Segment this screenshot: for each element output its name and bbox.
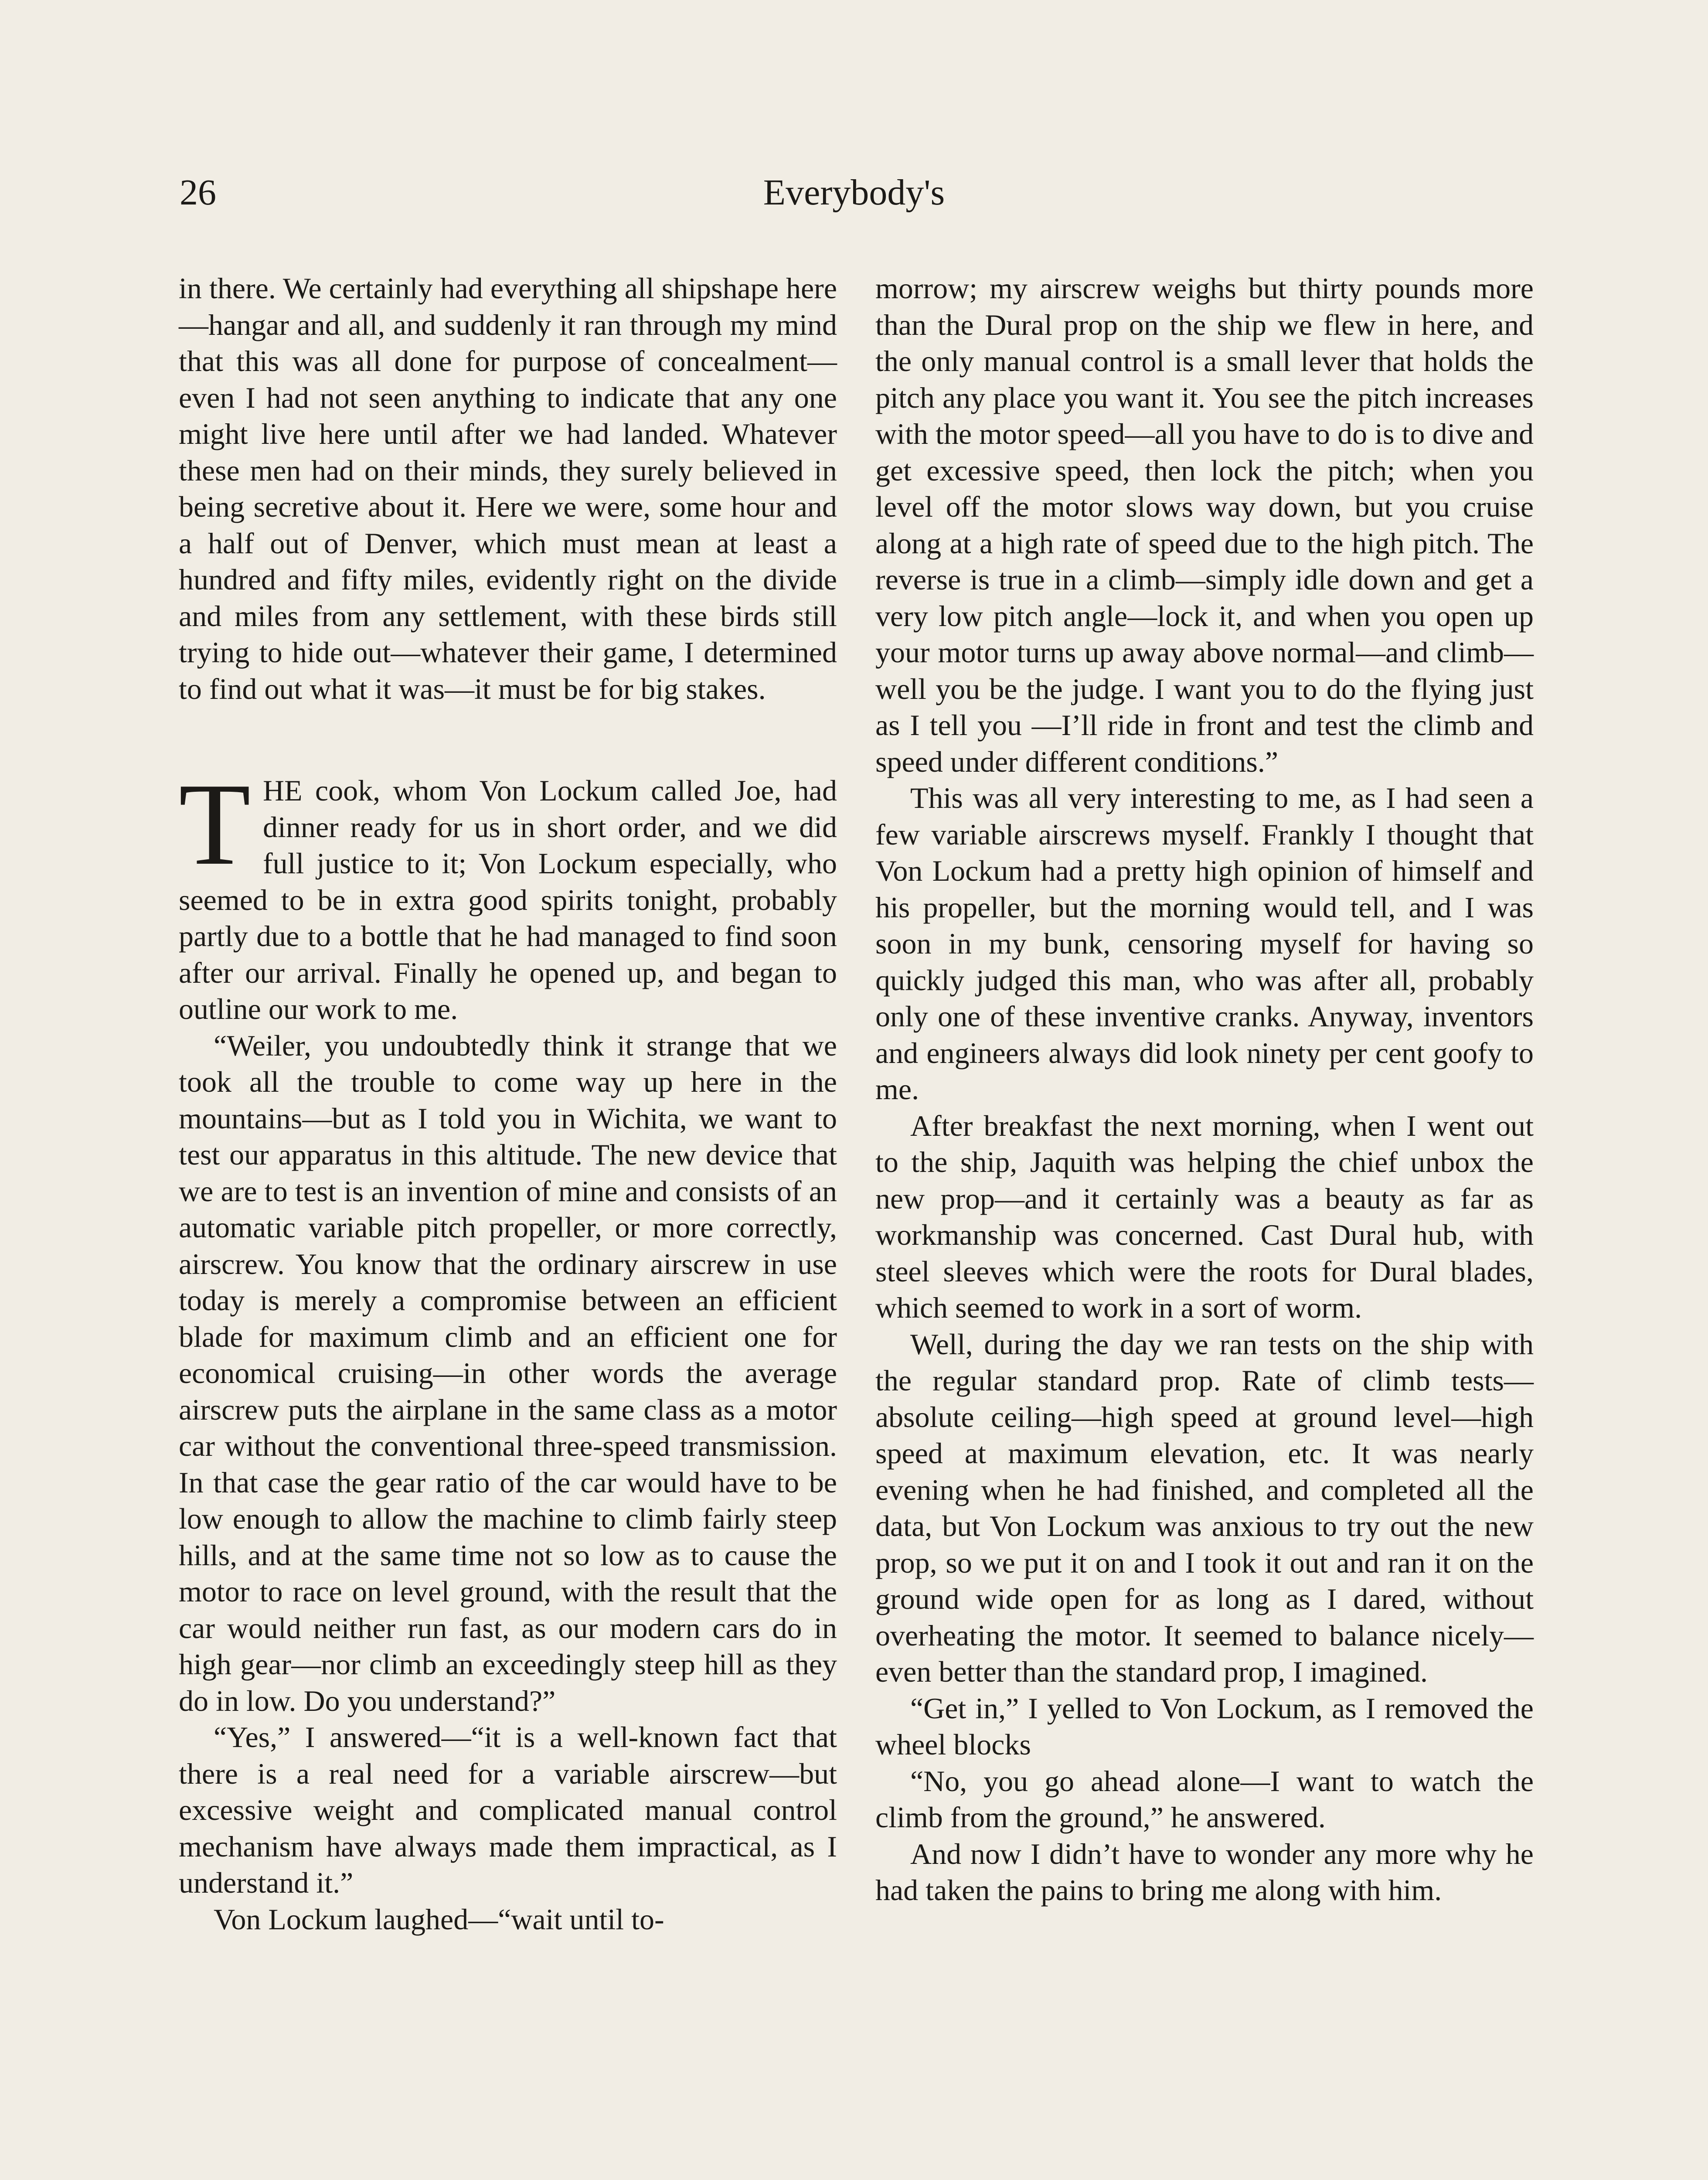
paragraph: This was all very interesting to me, as I had seen a few variable airscrews myself. Frankly I thought that Von Lockum had a pretty high opinion of himself and his propeller, but the morning would tell, and I was soon in my bunk, censoring myself for having so quickly judged this man, who was after all, probably only one of these inventive cranks. Anyway, inventors and engineers always did look ninety per cent goofy to me. — [875, 781, 1534, 1106]
paragraph: “Weiler, you undoubtedly think it strange that we took all the trouble to come way up here in the mountains—but as I told you in Wichita, we want to test our apparatus in this altitude. The new device that we are to test is an invention of mine and consists of an automatic variable pitch propeller, or more correctly, airscrew. You know that the ordinary airscrew in use today is merely a compromise between an efficient blade for maximum climb and an efficient one for economical cruising—in other words the average airscrew puts the airplane in the same class as a motor car without the conventional three-speed transmission. In that case the gear ratio of the car would have to be low enough to allow the machine to climb fairly steep hills, and at the same time not so low as to cause the motor to race on level ground, with the result that the car would neither run fast, as our modern cars do in high gear—nor climb an exceedingly steep hill as they do in low. Do you understand?” — [179, 1029, 837, 1717]
paragraph: “Yes,” I answered—“it is a well-known fact that there is a real need for a variable airscrew—but excessive weight and complicated manual control mechanism have always made them impractical, as I understand it.” — [179, 1720, 837, 1899]
paragraph: And now I didn’t have to wonder any more why he had taken the pains to bring me along with him. — [875, 1837, 1534, 1907]
paragraph: Von Lockum laughed—“wait until to- — [214, 1902, 664, 1936]
paragraph: in there. We certainly had everything all shipshape here—hangar and all, and suddenly it ran through my mind that this was all done for purpose of concealment—even I had not seen anything to indicate that any one might live here until after we had landed. Whatever these men had on their minds, they surely believed in being secretive about it. Here we were, some hour and a half out of Denver, which must mean at least a hundred and fifty miles, evidently right on the divide and miles from any settlement, with these birds still trying to hide out—whatever their game, I determined to find out what it was—it must be for big stakes. — [179, 272, 837, 705]
paragraph-text: HE cook, whom Von Lockum called Joe, had dinner ready for us in short order, and we did full justice to it; Von Lockum especially, who seemed to be in extra good spirits tonight, probably partly due to a bottle that he had managed to find soon after our arrival. Finally he opened up, and began to outline our work to me. — [179, 774, 837, 1025]
paragraph-dropcap — [179, 759, 837, 1028]
left-column — [179, 270, 837, 1938]
magazine-title: Everybody's — [763, 172, 945, 213]
page-number: 26 — [180, 172, 216, 213]
right-column — [875, 270, 1534, 1909]
paragraph: morrow; my airscrew weighs but thirty pounds more than the Dural prop on the ship we flew in here, and the only manual control is a small lever that holds the pitch any place you want it. You see the pitch increases with the motor speed—all you have to do is to dive and get excessive speed, then lock the pitch; when you level off the motor slows way down, but you cruise along at a high rate of speed due to the high pitch. The reverse is true in a climb—simply idle down and get a very low pitch angle—lock it, and when you open up your motor turns up away above normal—and climb—well you be the judge. I want you to do the flying just as I tell you —I’ll ride in front and test the climb and speed under different conditions.” — [875, 272, 1534, 778]
paragraph: Well, during the day we ran tests on the ship with the regular standard prop. Rate of climb tests—absolute ceiling—high speed at ground level—high speed at maximum elevation, etc. It was nearly evening when he had finished, and completed all the data, but Von Lockum was anxious to try out the new prop, so we put it on and I took it out and ran it on the ground wide open for as long as I dared, without overheating the motor. It seemed to balance nicely—even better than the standard prop, I imagined. — [875, 1327, 1534, 1688]
paragraph: “No, you go ahead alone—I want to watch the climb from the ground,” he answered. — [875, 1764, 1534, 1834]
paragraph: After breakfast the next morning, when I went out to the ship, Jaquith was helping the chief unbox the new prop—and it certainly was a beauty as far as workmanship was concerned. Cast Dural hub, with steel sleeves which were the roots for Dural blades, which seemed to work in a sort of worm. — [875, 1109, 1534, 1324]
paragraph: “Get in,” I yelled to Von Lockum, as I removed the wheel blocks — [875, 1691, 1534, 1761]
drop-cap: T — [179, 759, 251, 889]
